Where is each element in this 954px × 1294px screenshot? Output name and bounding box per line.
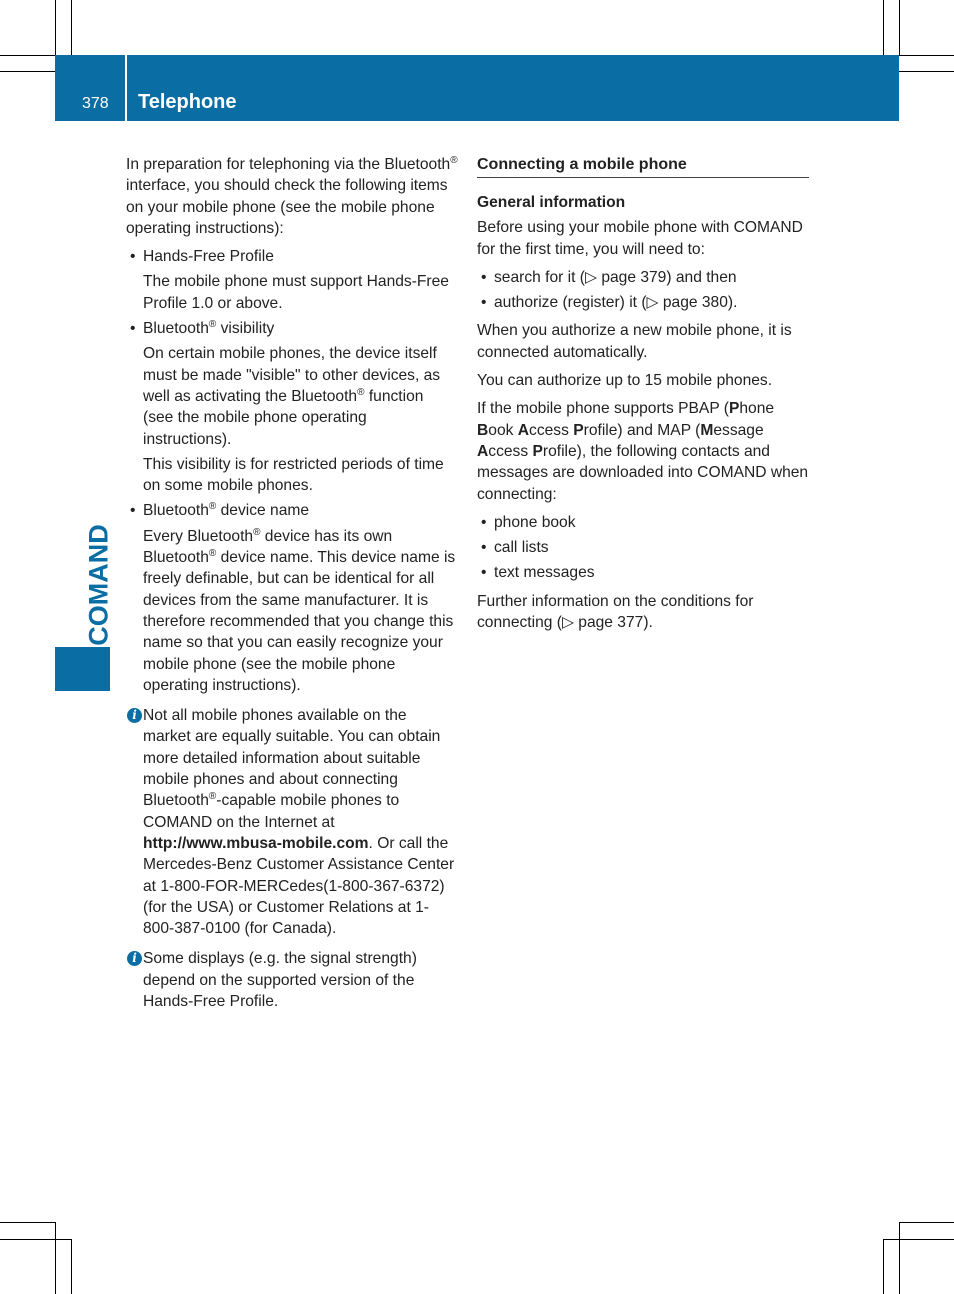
- bullet-item: [126, 246, 458, 267]
- registered-mark: ®: [208, 318, 217, 330]
- crop-mark: [55, 1222, 56, 1294]
- page-title: Telephone: [138, 91, 237, 113]
- crop-mark: [899, 71, 954, 72]
- bullet-item: [126, 500, 458, 521]
- crop-mark: [883, 1239, 884, 1294]
- info-icon: i: [127, 708, 142, 723]
- paragraph-text: ccess: [529, 421, 574, 439]
- paragraph-text: ccess: [488, 442, 533, 460]
- subsection-heading: General information: [477, 194, 626, 211]
- bullet-item: • authorize (register) it (▷ page 380).: [477, 292, 809, 313]
- side-tab: [55, 647, 110, 691]
- crop-mark: [0, 71, 55, 72]
- page-number: 378: [82, 95, 109, 112]
- bullet-title: Bluetooth: [143, 320, 209, 338]
- header-divider: [125, 55, 127, 121]
- left-column: [126, 154, 458, 1019]
- bullet-title: device name: [216, 502, 310, 520]
- paragraph-text: rofile), the following contacts and messages are downloaded into COMAND when connecting:: [477, 442, 809, 503]
- page-header: [55, 55, 899, 121]
- registered-mark: ®: [208, 547, 217, 559]
- emphasis-letter: A: [517, 421, 530, 439]
- bullet-item: • text messages: [477, 562, 809, 583]
- bullet-text: function (see the mobile phone operating instructions).: [143, 387, 424, 448]
- paragraph: When you authorize a new mobile phone, it is connected automatically.: [477, 322, 792, 361]
- bullet-description: [126, 343, 458, 449]
- emphasis-letter: M: [700, 421, 714, 439]
- emphasis-letter: P: [728, 400, 740, 418]
- paragraph-text: essage: [713, 421, 764, 439]
- note-text: Not all mobile phones available on the market are equally suitable. You can obtain more detailed information about suitable mobile phones and about connecting Bluetooth: [143, 707, 441, 810]
- registered-mark: ®: [253, 526, 261, 538]
- bullet-title: Bluetooth: [143, 502, 209, 520]
- intro-text: interface, you should check the following items on your mobile phone (see the mobile phone operating instructions):: [126, 177, 448, 237]
- paragraph-text: rofile) and MAP (: [583, 421, 701, 439]
- paragraph-text: hone: [739, 400, 775, 418]
- bullet-item: • call lists: [477, 537, 809, 558]
- right-column: [477, 154, 809, 640]
- note-text: Some displays (e.g. the signal strength) depend on the supported version of the Hands-Free Profile.: [143, 950, 417, 1010]
- bullet-item: • search for it (▷ page 379) and then: [477, 267, 809, 288]
- intro-paragraph: [126, 154, 458, 239]
- bullet-title: visibility: [216, 320, 275, 338]
- crop-mark: [0, 1239, 71, 1240]
- bullet-text: Every Bluetooth: [143, 527, 254, 545]
- section-heading: Connecting a mobile phone: [477, 154, 809, 178]
- info-note: [126, 705, 458, 939]
- crop-mark: [71, 0, 72, 55]
- crop-mark: [899, 55, 954, 56]
- bullet-description: [126, 526, 458, 696]
- paragraph-text: ook: [488, 421, 518, 439]
- note-text: . Or call the Mercedes-Benz Customer Assistance Center at 1-800-FOR-MERCedes(1-800-367-6372) (for the USA) or Customer Relations at 1-800-387-0100 (for Canada).: [143, 834, 455, 938]
- paragraph: Before using your mobile phone with COMAND for the first time, you will need to:: [477, 219, 803, 258]
- emphasis-letter: A: [477, 442, 489, 460]
- emphasis-letter: P: [532, 442, 543, 460]
- side-section-label: COMAND: [83, 524, 114, 646]
- crop-mark: [0, 55, 55, 56]
- crop-mark: [0, 1222, 55, 1223]
- info-note: [126, 948, 458, 1012]
- crop-mark: [899, 1222, 900, 1294]
- emphasis-letter: P: [573, 421, 584, 439]
- paragraph-text: If the mobile phone supports PBAP (: [477, 400, 729, 418]
- paragraph: Further information on the conditions for connecting (▷ page 377).: [477, 592, 754, 632]
- bullet-title: Hands-Free Profile: [143, 248, 274, 266]
- bullet-text: device name. This device name is freely definable, but can be identical for all devices from the same manufacturer. It is therefore recommended that you change this name so that you can easily recognize your mobile phone (see the mobile phone operating instructions).: [143, 549, 456, 694]
- bullet-item: • phone book: [477, 512, 809, 533]
- crop-mark: [55, 0, 56, 55]
- emphasis-letter: B: [477, 421, 489, 439]
- bullet-item: [126, 318, 458, 339]
- crop-mark: [883, 0, 884, 55]
- registered-mark: ®: [357, 386, 365, 398]
- info-icon: i: [127, 951, 142, 966]
- website-url: http://www.mbusa-mobile.com: [143, 834, 369, 852]
- intro-text: In preparation for telephoning via the Bluetooth: [126, 156, 451, 173]
- bullet-description: The mobile phone must support Hands-Free Profile 1.0 or above.: [143, 273, 449, 312]
- paragraph: You can authorize up to 15 mobile phones.: [477, 372, 773, 390]
- bullet-text: On certain mobile phones, the device itself must be made "visible" to other devices, as well as activating the Bluetooth: [143, 345, 441, 405]
- bullet-description: This visibility is for restricted periods of time on some mobile phones.: [143, 455, 444, 495]
- bullet-text: device has its own Bluetooth: [143, 527, 393, 567]
- registered-mark: ®: [208, 791, 217, 803]
- paragraph: [477, 398, 809, 504]
- crop-mark: [71, 1239, 72, 1294]
- registered-mark: ®: [450, 154, 458, 166]
- crop-mark: [883, 1239, 954, 1240]
- note-text: -capable mobile phones to COMAND on the Internet at: [143, 792, 400, 831]
- registered-mark: ®: [208, 501, 217, 513]
- crop-mark: [899, 0, 900, 55]
- crop-mark: [899, 1222, 954, 1223]
